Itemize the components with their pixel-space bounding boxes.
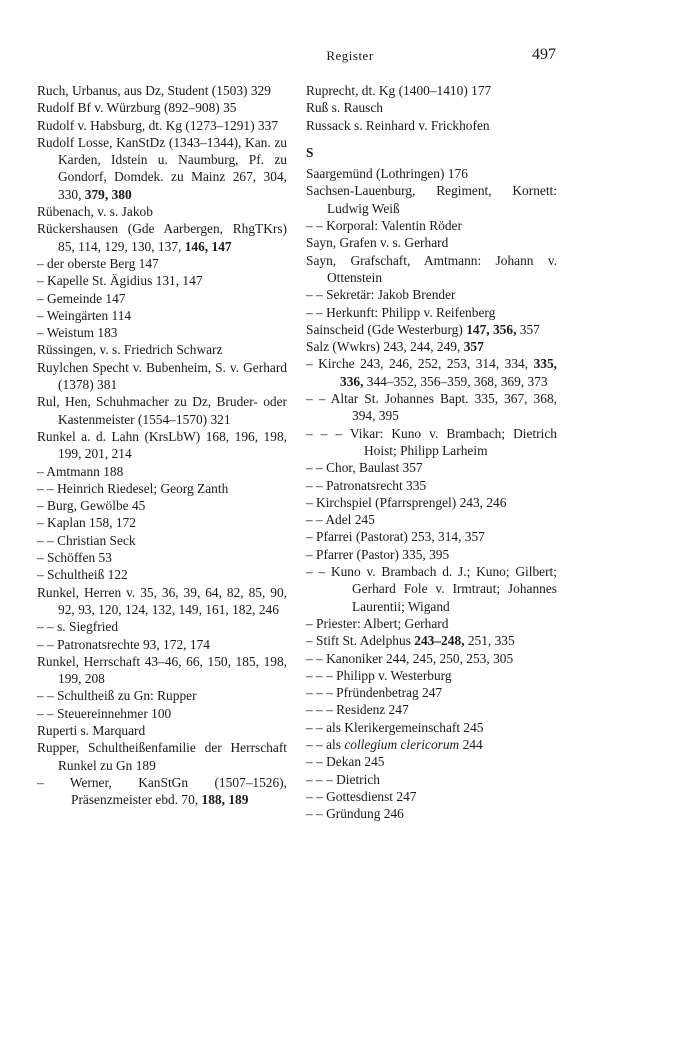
entry-text: – – – Philipp v. Westerburg [306, 667, 452, 683]
index-entry [306, 234, 557, 251]
index-entry [37, 653, 287, 688]
entry-text: – Stift St. Adelphus [306, 633, 415, 649]
entry-text: 243–248, [414, 633, 465, 649]
index-entry [37, 393, 287, 428]
entry-text: 357 [516, 321, 540, 337]
index-entry [306, 304, 557, 321]
index-entry [306, 252, 557, 287]
entry-text: – Pfarrer (Pastor) 335, 395 [306, 546, 450, 562]
index-entry [306, 667, 557, 684]
entry-text: Saargemünd (Lothringen) 176 [306, 166, 468, 182]
entry-text: – – Dekan 245 [306, 754, 385, 770]
entry-text: 251, 335 [464, 633, 515, 649]
entry-text: – – Kanoniker 244, 245, 250, 253, 305 [306, 650, 514, 666]
entry-text: Rudolf Losse, KanStDz (1343–1344), Kan. zu Karden, Idstein u. Naumburg, Pf. zu Gondorf, Domdek. zu Mainz 267, 304, 330, [37, 134, 287, 202]
entry-text: Rul, Hen, Schuhmacher zu Dz, Bruder- oder Kastenmeister (1554–1570) 321 [37, 394, 287, 427]
entry-text: Ruylchen Specht v. Bubenheim, S. v. Gerhard (1378) 381 [37, 359, 287, 393]
entry-text: Sayn, Grafen v. s. Gerhard [306, 235, 449, 251]
entry-text: – – Altar St. Johannes Bapt. 335, 367, 368, 394, 395 [306, 391, 557, 424]
entry-text: Rückershausen (Gde Aarbergen, RhgTKrs) 85, 114, 129, 130, 137, [37, 221, 287, 254]
entry-text: – – Kuno v. Brambach d. J.; Kuno; Gilbert; Gerhard Fole v. Irmtraut; Johannes Laurentii; Wigand [306, 564, 557, 614]
index-entry [306, 563, 557, 615]
index-entry [37, 99, 287, 116]
entry-text: – – Gründung 246 [306, 806, 404, 822]
index-entry [37, 636, 287, 653]
entry-text: Runkel, Herrschaft 43–46, 66, 150, 185, 198, 199, 208 [37, 653, 287, 687]
index-entry [306, 701, 557, 718]
entry-text: Rüssingen, v. s. Friedrich Schwarz [37, 342, 223, 358]
entry-text: Ruß s. Rausch [306, 100, 383, 116]
entry-text: – – Christian Seck [37, 532, 136, 548]
entry-text: – – Schultheiß zu Gn: Rupper [37, 688, 197, 704]
index-entry [306, 165, 557, 182]
entry-text: Rudolf v. Habsburg, dt. Kg (1273–1291) 337 [37, 117, 279, 133]
entry-text: – – als [306, 736, 345, 752]
index-entry [306, 459, 557, 476]
index-entry [306, 390, 557, 425]
entry-text: Sayn, Grafschaft, Amtmann: Johann v. Ottenstein [306, 252, 557, 285]
index-entry [37, 463, 287, 480]
index-entry [37, 739, 287, 774]
entry-text: – Priester: Albert; Gerhard [306, 615, 449, 631]
entry-text: – Gemeinde 147 [37, 290, 126, 306]
index-entry [37, 203, 287, 220]
entry-text: – – Patronatsrechte 93, 172, 174 [37, 636, 210, 652]
index-entry [37, 255, 287, 272]
index-entry [306, 650, 557, 667]
entry-text: 244 [459, 736, 483, 752]
entry-text: – Werner, KanStGn (1507–1526), Präsenzmeister ebd. 70, [37, 774, 287, 808]
entry-text: – Burg, Gewölbe 45 [37, 498, 146, 514]
entry-text: – – Chor, Baulast 357 [306, 460, 423, 476]
entry-text: – – Steuereinnehmer 100 [37, 705, 172, 721]
index-entry [37, 82, 287, 99]
entry-text: – – Heinrich Riedesel; Georg Zanth [37, 480, 229, 496]
index-entry [37, 359, 287, 394]
entry-text: Sainscheid (Gde Westerburg) [306, 321, 467, 337]
entry-text: – Weingärten 114 [37, 307, 132, 323]
index-entry [37, 722, 287, 739]
page-number: 497 [532, 46, 556, 63]
index-entry [37, 497, 287, 514]
entry-text: – – – Residenz 247 [306, 702, 409, 718]
index-entry [306, 632, 557, 649]
index-entry [37, 117, 287, 134]
index-entry [306, 805, 557, 822]
index-entry [306, 182, 557, 217]
entry-text: S [306, 144, 314, 160]
entry-text: Ruch, Urbanus, aus Dz, Student (1503) 329 [37, 83, 271, 98]
index-entry [306, 82, 557, 99]
entry-text: Runkel a. d. Lahn (KrsLbW) 168, 196, 198, 199, 201, 214 [37, 428, 287, 462]
running-title: Register [326, 48, 374, 63]
entry-text: – – Korporal: Valentin Röder [306, 218, 462, 234]
index-entry [306, 788, 557, 805]
index-entry [37, 514, 287, 531]
index-entry [37, 532, 287, 549]
index-entry [37, 307, 287, 324]
entry-text: Runkel, Herren v. 35, 36, 39, 64, 82, 85, 90, 92, 93, 120, 124, 132, 149, 161, 182, 246 [37, 584, 287, 617]
index-entry [306, 771, 557, 788]
index-column-right [306, 82, 557, 822]
index-entry [306, 719, 557, 736]
index-entry [37, 290, 287, 307]
index-entry [37, 134, 287, 203]
entry-text: Rudolf Bf v. Würzburg (892–908) 35 [37, 100, 237, 116]
section-letter [306, 144, 557, 161]
index-entry [37, 220, 287, 255]
index-entry [306, 321, 557, 338]
entry-text: 379, 380 [84, 186, 132, 202]
index-entry [37, 687, 287, 704]
entry-text: Ruprecht, dt. Kg (1400–1410) 177 [306, 83, 492, 98]
entry-text: – – Herkunft: Philipp v. Reifenberg [306, 304, 496, 320]
entry-text: – – als Klerikergemeinschaft 245 [306, 719, 484, 735]
index-entry [306, 355, 557, 390]
entry-text: – – s. Siegfried [37, 619, 119, 635]
index-entry [37, 480, 287, 497]
entry-text: – der oberste Berg 147 [37, 255, 159, 271]
entry-text: 357 [463, 339, 484, 355]
entry-text: – – Adel 245 [306, 512, 375, 528]
entry-text: Russack s. Reinhard v. Frickhofen [306, 117, 490, 133]
index-entry [37, 705, 287, 722]
entry-text: – Kirche 243, 246, 252, 253, 314, 334, [306, 356, 534, 372]
index-entry [37, 549, 287, 566]
entry-text: collegium clericorum [344, 736, 460, 752]
entry-text: – Weistum 183 [37, 325, 118, 341]
entry-text: – Schultheiß 122 [37, 567, 128, 583]
index-column-left [37, 82, 287, 808]
entry-text: – Pfarrei (Pastorat) 253, 314, 357 [306, 529, 485, 545]
index-entry [37, 566, 287, 583]
entry-text: 335, 336, [340, 356, 557, 389]
entry-text: – Amtmann 188 [37, 463, 124, 479]
entry-text: – Kaplan 158, 172 [37, 515, 136, 531]
index-entry [37, 428, 287, 463]
index-entry [306, 286, 557, 303]
entry-text: Rübenach, v. s. Jakob [37, 204, 153, 220]
entry-text: Sachsen-Lauenburg, Regiment, Kornett: Ludwig Weiß [306, 183, 557, 216]
index-entry [37, 618, 287, 635]
page-header [0, 46, 700, 68]
index-entry [306, 511, 557, 528]
entry-text: 188, 189 [201, 792, 249, 808]
entry-text: Salz (Wwkrs) 243, 244, 249, [306, 339, 464, 355]
index-entry [306, 615, 557, 632]
entry-text: 147, 356, [466, 321, 517, 337]
index-entry [37, 584, 287, 619]
index-entry [306, 425, 557, 460]
entry-text: 344–352, 356–359, 368, 369, 373 [363, 373, 548, 389]
index-entry [37, 341, 287, 358]
index-entry [306, 546, 557, 563]
index-entry [306, 117, 557, 134]
entry-text: – – – Vikar: Kuno v. Brambach; Dietrich Hoist; Philipp Larheim [306, 425, 557, 458]
index-entry [37, 324, 287, 341]
entry-text: – Schöffen 53 [37, 550, 112, 566]
index-entry [306, 753, 557, 770]
index-entry [37, 272, 287, 289]
entry-text: – Kirchspiel (Pfarrsprengel) 243, 246 [306, 494, 507, 510]
entry-text: – – – Pfründenbetrag 247 [306, 685, 443, 701]
entry-text: – – Sekretär: Jakob Brender [306, 287, 456, 303]
entry-text: – – Patronatsrecht 335 [306, 477, 427, 493]
index-entry [306, 477, 557, 494]
entry-text: 146, 147 [184, 238, 232, 254]
entry-text: – Kapelle St. Ägidius 131, 147 [37, 273, 203, 289]
index-entry [306, 736, 557, 753]
index-entry [306, 338, 557, 355]
entry-text: Rupper, Schultheißenfamilie der Herrschaft Runkel zu Gn 189 [37, 740, 287, 773]
index-entry [306, 99, 557, 116]
entry-text: Ruperti s. Marquard [37, 722, 146, 738]
index-entry [306, 494, 557, 511]
index-entry [306, 684, 557, 701]
index-entry [37, 774, 287, 809]
entry-text: – – – Dietrich [306, 771, 381, 787]
entry-text: – – Gottesdienst 247 [306, 788, 417, 804]
index-entry [306, 528, 557, 545]
index-entry [306, 217, 557, 234]
